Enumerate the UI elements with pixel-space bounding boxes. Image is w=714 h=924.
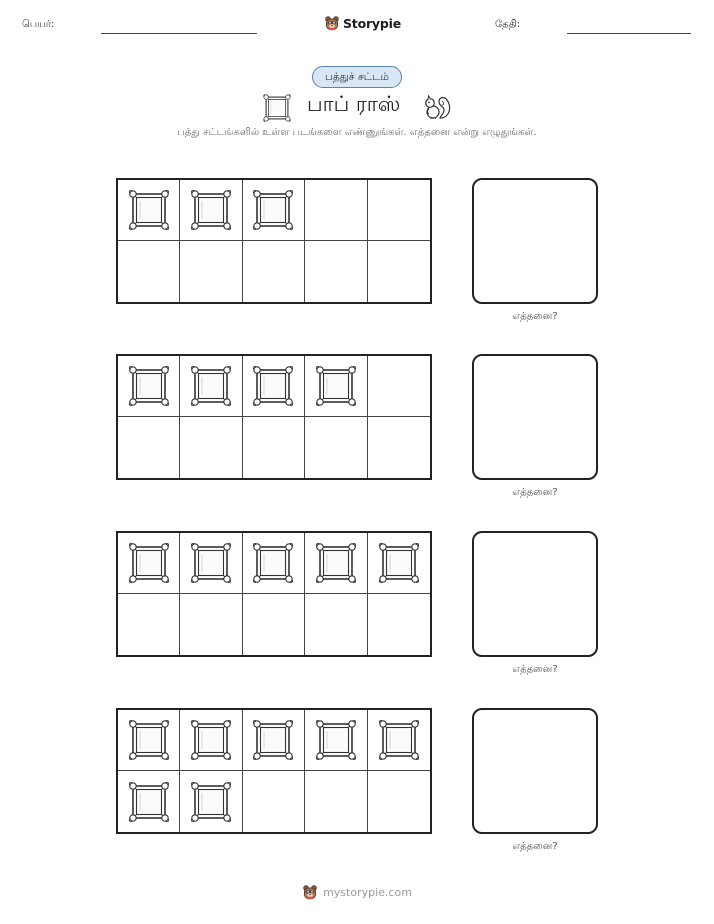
ten-frame-cell (243, 533, 305, 594)
picture-frame-icon (314, 541, 358, 585)
ten-frame-cell (180, 771, 242, 832)
ten-frame-cell (180, 594, 242, 655)
picture-frame-icon (127, 780, 171, 824)
ten-frame-cell (118, 356, 180, 417)
ten-frame-cell (305, 771, 367, 832)
picture-frame-icon (262, 93, 292, 123)
picture-frame-icon (127, 541, 171, 585)
picture-frame-icon (251, 364, 295, 408)
ten-frame-cell (305, 533, 367, 594)
ten-frame-cell (368, 417, 430, 478)
ten-frame-cell (368, 356, 430, 417)
ten-frame-cell (180, 180, 242, 241)
ten-frame-cell (368, 710, 430, 771)
answer-prompt-label: எத்தனை? (512, 487, 558, 498)
name-label: பெயர்: (22, 19, 55, 30)
ten-frame-cell (243, 180, 305, 241)
title-row (258, 90, 458, 124)
picture-frame-icon (377, 541, 421, 585)
picture-frame-icon (189, 188, 233, 232)
ten-frame-cell (118, 594, 180, 655)
page-title: பாப் ராஸ் (307, 92, 401, 116)
ten-frame-cell (118, 180, 180, 241)
ten-frame-cell (305, 710, 367, 771)
ten-frame-cell (305, 241, 367, 302)
picture-frame-icon (314, 364, 358, 408)
ten-frame-cell (118, 771, 180, 832)
picture-frame-icon (127, 188, 171, 232)
answer-prompt-label: எத்தனை? (512, 841, 558, 852)
ten-frame-cell (180, 417, 242, 478)
ten-frame-cell (368, 771, 430, 832)
date-label: தேதி: (495, 19, 521, 30)
ten-frame-grid (116, 708, 432, 834)
picture-frame-icon (251, 541, 295, 585)
squirrel-icon (422, 92, 452, 122)
bear-mascot-icon (302, 884, 318, 900)
ten-frame-cell (368, 241, 430, 302)
answer-prompt-label: எத்தனை? (512, 311, 558, 322)
picture-frame-icon (189, 364, 233, 408)
answer-box[interactable] (472, 708, 598, 834)
footer (0, 884, 714, 900)
ten-frame-cell (243, 771, 305, 832)
ten-frame-grid (116, 354, 432, 480)
picture-frame-icon (189, 541, 233, 585)
footer-website: mystorypie.com (323, 885, 412, 899)
ten-frame-cell (243, 710, 305, 771)
ten-frame-cell (180, 533, 242, 594)
picture-frame-icon (189, 718, 233, 762)
ten-frame-cell (243, 241, 305, 302)
ten-frame-cell (243, 417, 305, 478)
topic-badge: பத்துச் சட்டம் (312, 66, 402, 88)
ten-frame-cell (368, 533, 430, 594)
answer-box[interactable] (472, 531, 598, 657)
name-write-line[interactable] (101, 33, 257, 34)
picture-frame-icon (127, 364, 171, 408)
instructions-text: பத்து சட்டங்களில் உள்ள படங்களை எண்ணுங்கள். எத்தனை என்று எழுதுங்கள். (177, 127, 537, 138)
ten-frame-cell (368, 594, 430, 655)
ten-frame-cell (118, 241, 180, 302)
picture-frame-icon (127, 718, 171, 762)
bear-mascot-icon (324, 14, 340, 32)
ten-frame-cell (180, 241, 242, 302)
answer-box[interactable] (472, 354, 598, 480)
brand-logo (324, 13, 401, 33)
ten-frame-cell (118, 710, 180, 771)
ten-frame-grid (116, 531, 432, 657)
ten-frame-cell (305, 417, 367, 478)
picture-frame-icon (377, 718, 421, 762)
ten-frame-cell (368, 180, 430, 241)
ten-frame-cell (305, 356, 367, 417)
picture-frame-icon (251, 718, 295, 762)
ten-frame-cell (118, 417, 180, 478)
ten-frame-cell (243, 594, 305, 655)
worksheet-header (0, 0, 714, 50)
brand-name: Storypie (343, 15, 401, 31)
ten-frame-cell (305, 594, 367, 655)
ten-frame-cell (243, 356, 305, 417)
answer-prompt-label: எத்தனை? (512, 664, 558, 675)
ten-frame-cell (180, 356, 242, 417)
picture-frame-icon (251, 188, 295, 232)
ten-frame-cell (305, 180, 367, 241)
answer-box[interactable] (472, 178, 598, 304)
ten-frame-cell (118, 533, 180, 594)
picture-frame-icon (314, 718, 358, 762)
date-write-line[interactable] (567, 33, 691, 34)
ten-frame-grid (116, 178, 432, 304)
ten-frame-cell (180, 710, 242, 771)
picture-frame-icon (189, 780, 233, 824)
